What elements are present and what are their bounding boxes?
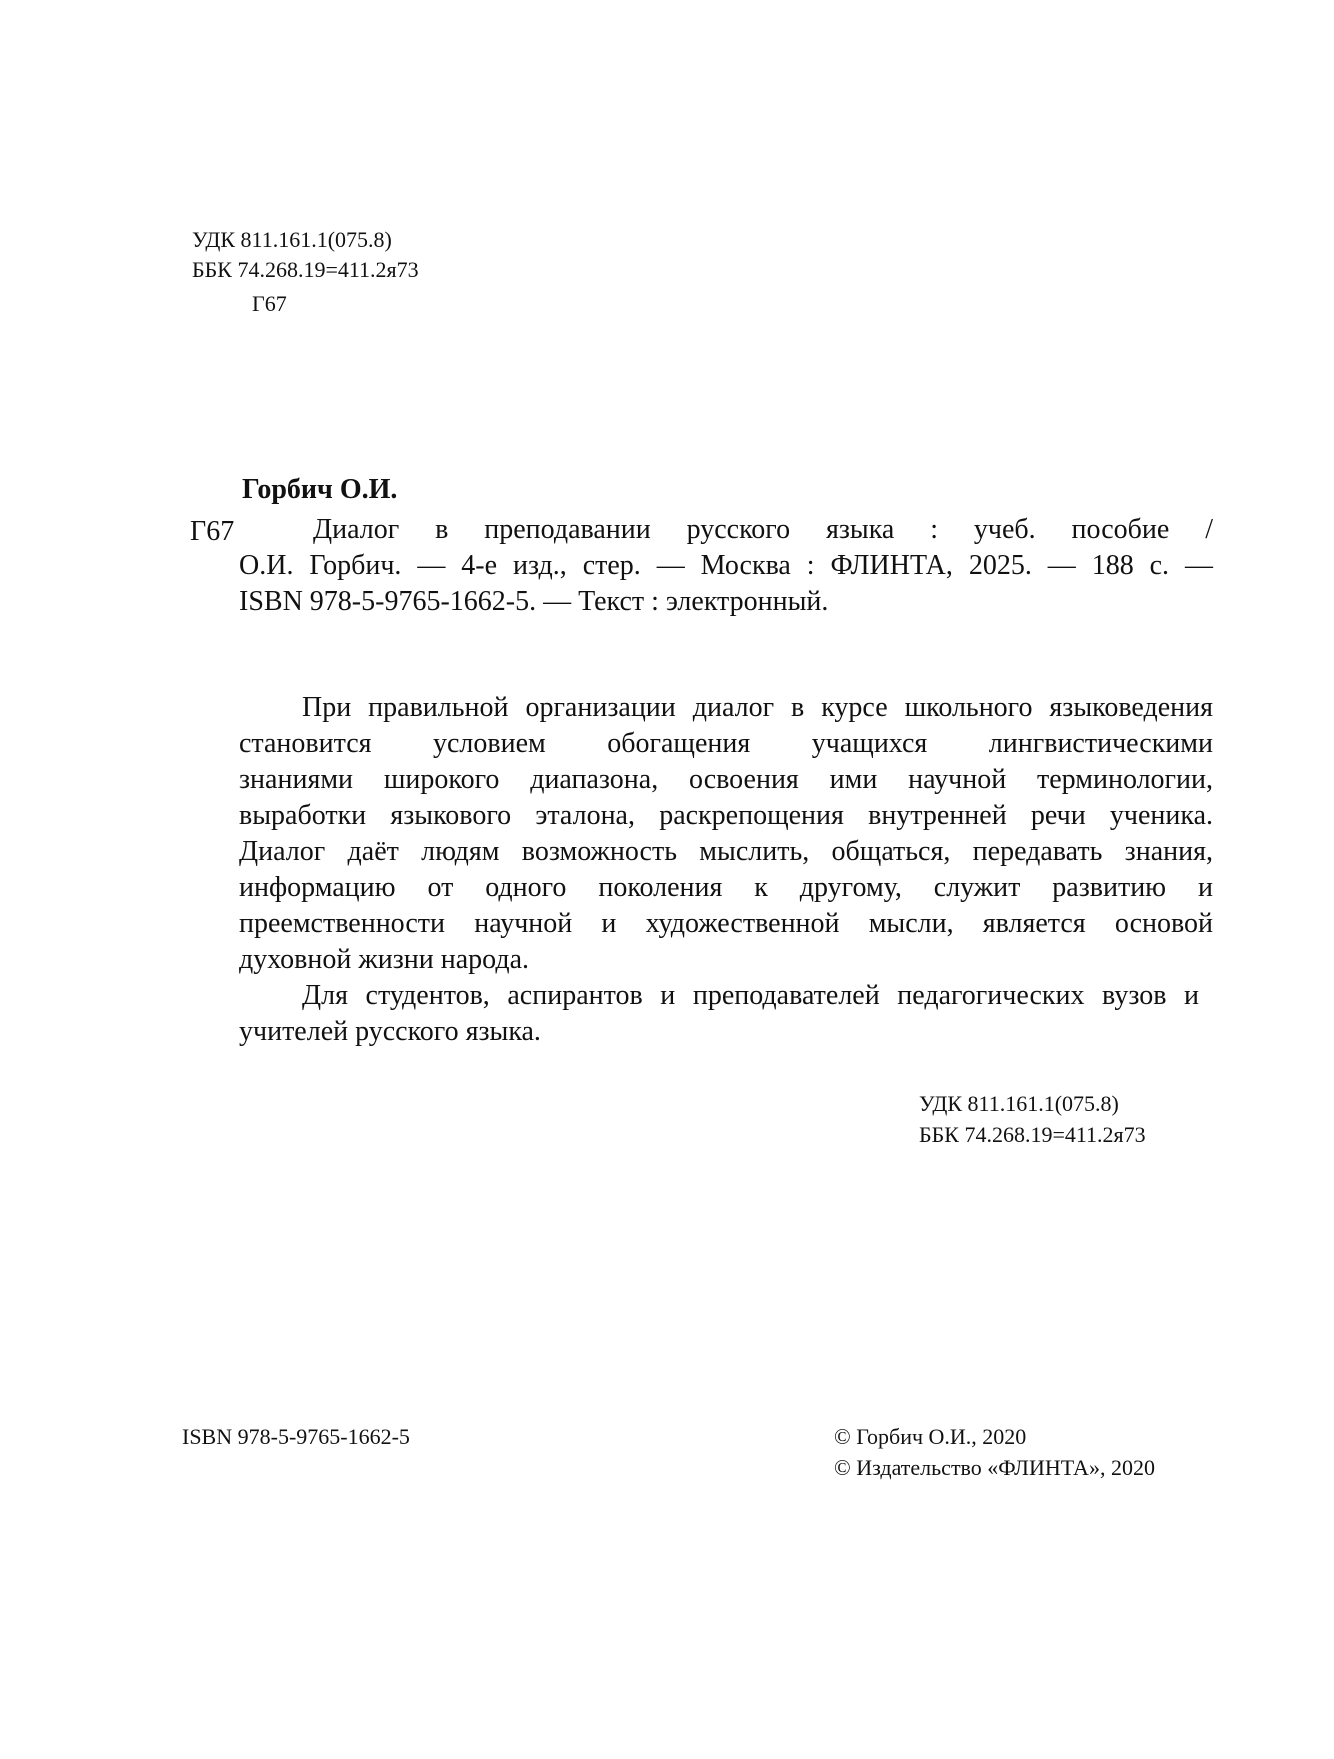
annotation-line: становится условием обогащения учащихся лингвистическими	[239, 728, 1213, 759]
bibliographic-line: О.И. Горбич. — 4-е изд., стер. — Москва : ФЛИНТА, 2025. — 188 с. —	[239, 550, 1213, 581]
annotation-line: При правильной организации диалог в курсе школьного языковедения	[302, 692, 1213, 723]
classification-bbk: ББК 74.268.19=411.2я73	[919, 1122, 1146, 1147]
copyright-publisher: © Издательство «ФЛИНТА», 2020	[834, 1455, 1155, 1480]
audience-line: учителей русского языка.	[239, 1016, 541, 1047]
annotation-line: выработки языкового эталона, раскрепощения внутренней речи ученика.	[239, 800, 1213, 831]
annotation-line: Диалог даёт людям возможность мыслить, общаться, передавать знания,	[239, 836, 1213, 867]
audience-line: Для студентов, аспирантов и преподавателей педагогических вузов и	[302, 980, 1199, 1011]
entry-author-code: Г67	[190, 516, 235, 547]
annotation-line: информацию от одного поколения к другому, служит развитию и	[239, 872, 1213, 903]
header-bbk: ББК 74.268.19=411.2я73	[192, 257, 419, 282]
annotation-paragraph	[239, 690, 1213, 978]
header-udk: УДК 811.161.1(075.8)	[192, 227, 392, 252]
annotation-line: духовной жизни народа.	[239, 944, 530, 975]
classification-udk: УДК 811.161.1(075.8)	[919, 1091, 1119, 1116]
annotation-line: преемственности научной и художественной мысли, является основой	[239, 908, 1213, 939]
audience-paragraph	[239, 978, 1199, 1050]
author-heading: Горбич О.И.	[242, 474, 398, 505]
bibliographic-line: ISBN 978-5-9765-1662-5. — Текст : электронный.	[239, 586, 829, 617]
annotation-line: знаниями широкого диапазона, освоения ими научной терминологии,	[239, 764, 1213, 795]
footer-isbn: ISBN 978-5-9765-1662-5	[182, 1424, 410, 1449]
bibliographic-line: Диалог в преподавании русского языка : учеб. пособие /	[313, 514, 1213, 545]
bibliographic-description	[239, 512, 1213, 620]
copyright-author: © Горбич О.И., 2020	[834, 1424, 1027, 1449]
header-author-code: Г67	[252, 291, 287, 316]
